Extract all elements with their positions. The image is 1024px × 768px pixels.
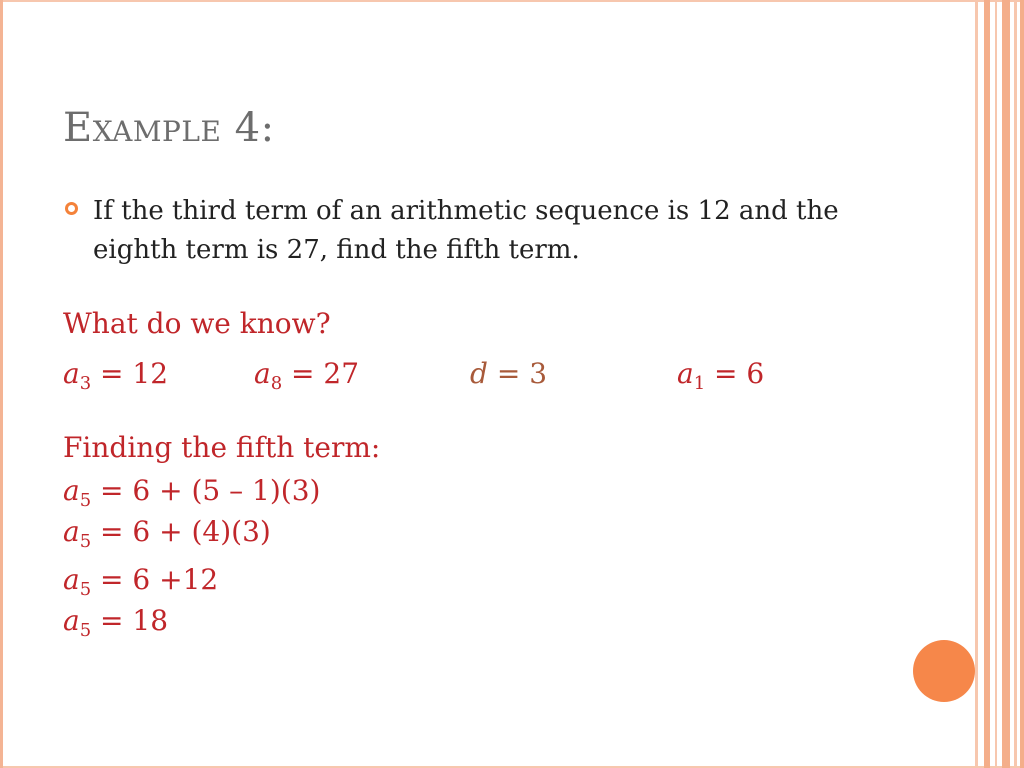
border-stripe [1020, 0, 1024, 768]
decorative-circle [913, 640, 975, 702]
bullet-text: If the third term of an arithmetic sequence is 12 and the eighth term is 27, find the fifth term. [93, 196, 839, 265]
step-line: $a_5 = 6 +12$ [63, 563, 219, 600]
slide-title: Example 4: [63, 105, 275, 151]
step-line: $a_5 = 6 + (4)(3)$ [63, 515, 271, 552]
bullet-circle-icon [65, 202, 78, 215]
known-a1: $a_1 = 6$ [677, 357, 765, 394]
frame-top [0, 0, 1024, 2]
bullet-item [65, 192, 875, 270]
step-line: $a_5 = 18$ [63, 604, 169, 641]
known-d: d = 3 [470, 357, 548, 390]
known-a8: $a_8 = 27$ [254, 357, 360, 394]
border-stripe [1002, 0, 1010, 768]
border-stripe [984, 0, 990, 768]
border-stripe [975, 0, 978, 768]
frame-left [0, 0, 3, 768]
step-line: $a_5 = 6 + (5 - 1)(3)$ [63, 474, 321, 511]
known-heading: What do we know? [63, 307, 331, 340]
border-stripe [1014, 0, 1017, 768]
finding-heading: Finding the fifth term: [63, 431, 381, 464]
border-stripe [995, 0, 997, 768]
known-a3: $a_3 = 12$ [63, 357, 169, 394]
